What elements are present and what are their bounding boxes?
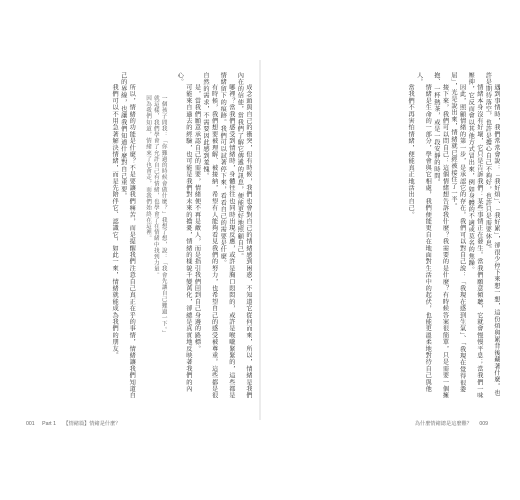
right-paragraph: 因此，照顧情緒的第一步，是承認它的存在。我們可以對自己說：「我現在感到生氣」、「我現在覺得很委屈」，光是說出來，情緒就已經被接住了一半。 [450, 72, 466, 394]
left-paragraph: 我們可以不用急著解決情緒，而是先陪伴它、認識它，如此一來，情緒就能成為我們的朋友。 [111, 84, 119, 360]
left-paragraph: 有時候，我們想要被理解、被接納，希望有人能夠看見我們的努力，也希望自己的感受被尊重。這些都是很自然的需求，不需要因此感到羞愧。 [202, 72, 218, 400]
right-paragraph: 情緒本身沒有好壞，它只是告訴我們：某些事情正在發生。當我們願意傾聽，它就會慢慢平息；當我們一味壓抑，它反而會以其他方式冒出來，例如身體的不適或莫名的焦躁。 [467, 72, 483, 400]
right-paragraph: 情緒是生命的一部分，學會與它相處，我們便能更自在地面對生活中的起伏，也能更溫柔地對待自己與他人。 [415, 72, 432, 393]
right-paragraph: 接下來，我們可以問自己：這個情緒想告訴我什麼？我需要的是什麼？有時候答案很簡單，只是需要一個擁抱、一杯熱茶，或是一段安靜的時間。 [432, 72, 449, 400]
left-page-text-column [109, 72, 252, 402]
left-paragraph: 成念頭與自己的衝突，但有時候，我們也會對自己的情緒感到困惑，不知道它從何而來，所以，情緒是我們內在的信使，當我們了解它傳遞的訊息，便能更好地照顧自己。 [236, 72, 252, 400]
quote-line: 因為我們知道，情緒來了也會走，而我們始終在這裡。 [145, 95, 152, 242]
right-page-number: 009 [479, 421, 488, 427]
quote-line: 一個孩子問我：「你難過的時候會做什麼？」我想了想，說：「我會先讓自己難過一下。」 [160, 95, 167, 337]
quote-line: 就這樣，我們學會了允許自己有情緒，也學會了在情緒中找到力量。 [152, 95, 159, 279]
right-page-footer [415, 420, 494, 427]
book-gutter [259, 60, 261, 420]
left-page [20, 72, 252, 402]
left-paragraph: 可能來自過去的經驗，也可能是我們對未來的擔憂，情緒的樣貌千變萬化，卻總是真實地反映著我們的內心。 [176, 72, 192, 393]
right-page-text-column [405, 72, 500, 402]
section-title: 【情緒篇】情緒是什麼？ [63, 421, 121, 427]
left-page-footer [26, 420, 126, 427]
left-page-number: 001 [26, 421, 35, 427]
running-title: 為什麼情緒總是這麼難？ [414, 421, 472, 427]
right-page [268, 72, 500, 402]
part-label: Part 1 [42, 421, 56, 427]
left-paragraph: 是，當我們願意承認自己的需要，情緒便不再是敵人，而是指引我們回到自己身邊的路標。 [193, 84, 201, 353]
section-gap [135, 72, 143, 402]
right-paragraph: 遇到事情時，我們常常會說：「我好煩」、「我好累」，卻很少停下來想一想，這份煩與累背後藏著什麼。也許是期待落空，也許是擔心自己不夠好，也許只是需要休息。 [484, 72, 500, 397]
right-paragraph: 當我們不再害怕情緒，便能真正地活出自己。 [407, 84, 415, 219]
quote-block [143, 72, 166, 402]
left-paragraph: 所以，情緒的功能是什麼？不是要讓我們痛苦，而是提醒我們注意自己真正在乎的事情，情緒讓我們知道自己的界線，也讓我們知道什麼對自己重要。 [119, 72, 136, 400]
left-paragraph: 哪裡？當我們感受到情緒時，身體往往也同時出現反應，或許是胸口悶悶的，或許是喉嚨緊緊的，這些都是情緒留下的痕跡。我們可以試著停下來，看看自己的需要是什麼。 [219, 72, 235, 400]
section-gap [167, 72, 175, 402]
